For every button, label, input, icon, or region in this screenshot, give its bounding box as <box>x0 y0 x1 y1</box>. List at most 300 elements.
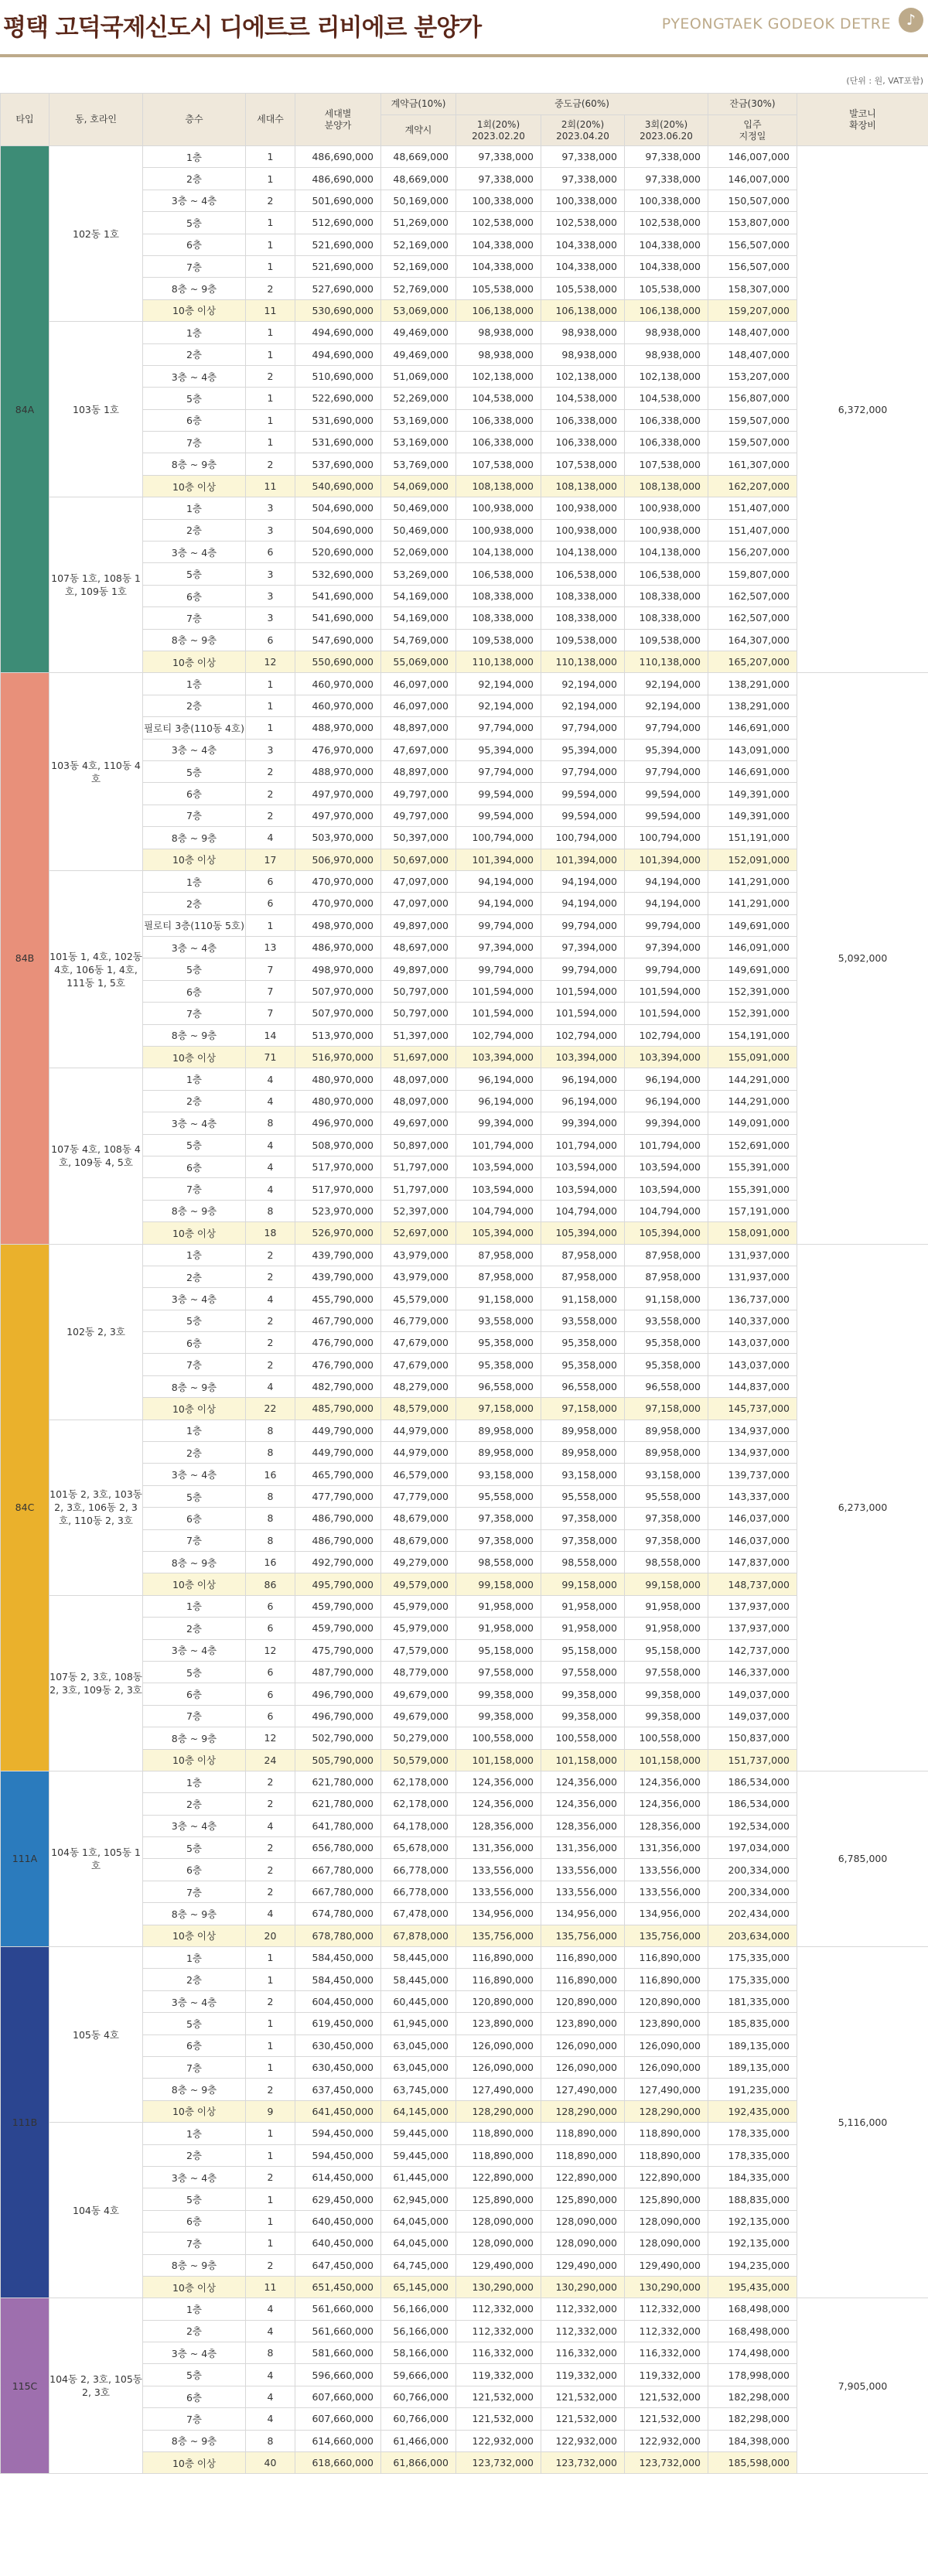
balance-cell: 152,391,000 <box>708 1003 797 1024</box>
table-row <box>1 673 928 695</box>
mid2-cell: 125,890,000 <box>541 2188 625 2210</box>
deposit-cell: 54,169,000 <box>381 585 456 606</box>
mid3-cell: 91,158,000 <box>625 1288 708 1310</box>
mid1-cell: 96,194,000 <box>456 1068 541 1090</box>
balance-cell: 145,737,000 <box>708 1398 797 1420</box>
deposit-cell: 50,469,000 <box>381 519 456 541</box>
mid1-cell: 128,290,000 <box>456 2100 541 2122</box>
balance-cell: 156,507,000 <box>708 255 797 277</box>
households-cell: 4 <box>246 1134 295 1156</box>
mid2-cell: 99,358,000 <box>541 1683 625 1705</box>
households-cell: 4 <box>246 1090 295 1112</box>
mid2-cell: 129,490,000 <box>541 2254 625 2276</box>
mid1-cell: 118,890,000 <box>456 2123 541 2144</box>
floor-cell: 1층 <box>143 1068 246 1090</box>
households-cell: 16 <box>246 1552 295 1573</box>
balance-cell: 200,334,000 <box>708 1859 797 1881</box>
col-mid1: 1회(20%) 2023.02.20 <box>456 115 541 146</box>
price-cell: 521,690,000 <box>295 234 381 255</box>
price-cell: 647,450,000 <box>295 2254 381 2276</box>
balance-cell: 141,291,000 <box>708 893 797 914</box>
mid2-cell: 103,594,000 <box>541 1178 625 1200</box>
deposit-cell: 58,445,000 <box>381 1969 456 1990</box>
balance-cell: 159,507,000 <box>708 432 797 453</box>
price-cell: 641,780,000 <box>295 1815 381 1836</box>
deposit-cell: 49,797,000 <box>381 805 456 826</box>
deposit-cell: 48,097,000 <box>381 1068 456 1090</box>
mid2-cell: 130,290,000 <box>541 2276 625 2298</box>
mid3-cell: 122,932,000 <box>625 2430 708 2451</box>
households-cell: 4 <box>246 1178 295 1200</box>
mid1-cell: 99,594,000 <box>456 783 541 805</box>
balance-cell: 131,937,000 <box>708 1266 797 1287</box>
deposit-cell: 61,445,000 <box>381 2166 456 2188</box>
mid3-cell: 128,356,000 <box>625 1815 708 1836</box>
price-cell: 614,450,000 <box>295 2166 381 2188</box>
deposit-cell: 49,679,000 <box>381 1705 456 1727</box>
balance-cell: 146,007,000 <box>708 146 797 168</box>
mid3-cell: 99,358,000 <box>625 1705 708 1727</box>
deposit-cell: 60,766,000 <box>381 2386 456 2407</box>
households-cell: 11 <box>246 299 295 321</box>
mid2-cell: 105,538,000 <box>541 278 625 299</box>
page-title: 평택 고덕국제신도시 디에트르 리비에르 분양가 <box>3 14 482 42</box>
deposit-cell: 63,045,000 <box>381 2056 456 2078</box>
deposit-cell: 64,745,000 <box>381 2254 456 2276</box>
floor-cell: 3층 ~ 4층 <box>143 2166 246 2188</box>
price-cell: 465,790,000 <box>295 1464 381 1485</box>
mid3-cell: 95,358,000 <box>625 1332 708 1354</box>
floor-cell: 8층 ~ 9층 <box>143 2254 246 2276</box>
deposit-cell: 48,669,000 <box>381 168 456 190</box>
price-cell: 508,970,000 <box>295 1134 381 1156</box>
mid1-cell: 116,332,000 <box>456 2342 541 2364</box>
price-cell: 498,970,000 <box>295 914 381 936</box>
mid2-cell: 104,138,000 <box>541 542 625 563</box>
group-cell: 104동 2, 3호, 105동 2, 3호 <box>49 2298 143 2474</box>
price-cell: 459,790,000 <box>295 1618 381 1639</box>
mid2-cell: 93,558,000 <box>541 1310 625 1331</box>
mid2-cell: 95,158,000 <box>541 1639 625 1661</box>
deposit-cell: 59,445,000 <box>381 2144 456 2166</box>
balance-cell: 156,807,000 <box>708 388 797 409</box>
mid2-cell: 109,538,000 <box>541 629 625 651</box>
deposit-cell: 47,097,000 <box>381 870 456 892</box>
price-cell: 614,660,000 <box>295 2430 381 2451</box>
floor-cell: 7층 <box>143 1705 246 1727</box>
deposit-cell: 45,979,000 <box>381 1595 456 1617</box>
mid1-cell: 127,490,000 <box>456 2079 541 2100</box>
balance-cell: 189,135,000 <box>708 2034 797 2056</box>
price-cell: 530,690,000 <box>295 299 381 321</box>
mid2-cell: 120,890,000 <box>541 1990 625 2012</box>
floor-cell: 5층 <box>143 212 246 234</box>
floor-cell: 7층 <box>143 255 246 277</box>
mid2-cell: 95,358,000 <box>541 1354 625 1375</box>
balance-cell: 137,937,000 <box>708 1618 797 1639</box>
mid2-cell: 100,794,000 <box>541 827 625 849</box>
balance-cell: 175,335,000 <box>708 1969 797 1990</box>
households-cell: 1 <box>246 322 295 343</box>
mid1-cell: 103,394,000 <box>456 1047 541 1068</box>
mid3-cell: 100,558,000 <box>625 1727 708 1749</box>
balance-cell: 149,037,000 <box>708 1683 797 1705</box>
mid3-cell: 97,358,000 <box>625 1508 708 1529</box>
mid2-cell: 99,794,000 <box>541 958 625 980</box>
mid1-cell: 122,890,000 <box>456 2166 541 2188</box>
mid3-cell: 108,138,000 <box>625 475 708 497</box>
balance-cell: 168,498,000 <box>708 2298 797 2320</box>
mid2-cell: 104,538,000 <box>541 388 625 409</box>
balance-cell: 192,135,000 <box>708 2210 797 2232</box>
balance-cell: 202,434,000 <box>708 1903 797 1925</box>
mid2-cell: 94,194,000 <box>541 870 625 892</box>
deposit-cell: 46,779,000 <box>381 1310 456 1331</box>
deposit-cell: 64,045,000 <box>381 2210 456 2232</box>
households-cell: 2 <box>246 1771 295 1792</box>
mid1-cell: 91,158,000 <box>456 1288 541 1310</box>
mid2-cell: 116,890,000 <box>541 1969 625 1990</box>
floor-cell: 8층 ~ 9층 <box>143 1727 246 1749</box>
price-cell: 486,690,000 <box>295 168 381 190</box>
type-cell: 111A <box>1 1771 49 1946</box>
mid3-cell: 96,194,000 <box>625 1068 708 1090</box>
floor-cell: 6층 <box>143 2210 246 2232</box>
mid3-cell: 104,338,000 <box>625 255 708 277</box>
price-cell: 520,690,000 <box>295 542 381 563</box>
mid3-cell: 104,138,000 <box>625 542 708 563</box>
households-cell: 8 <box>246 1420 295 1441</box>
balance-cell: 142,737,000 <box>708 1639 797 1661</box>
floor-cell: 6층 <box>143 1859 246 1881</box>
deposit-cell: 51,069,000 <box>381 365 456 387</box>
floor-cell: 10층 이상 <box>143 1925 246 1946</box>
mid3-cell: 104,794,000 <box>625 1200 708 1221</box>
mid1-cell: 89,958,000 <box>456 1420 541 1441</box>
deposit-cell: 54,169,000 <box>381 607 456 629</box>
group-cell: 102동 1호 <box>49 146 143 322</box>
households-cell: 1 <box>246 2013 295 2034</box>
deposit-cell: 48,679,000 <box>381 1508 456 1529</box>
households-cell: 3 <box>246 497 295 519</box>
mid2-cell: 124,356,000 <box>541 1793 625 1815</box>
deposit-cell: 48,679,000 <box>381 1529 456 1551</box>
table-row <box>1 2123 928 2144</box>
mid3-cell: 135,756,000 <box>625 1925 708 1946</box>
col-floor: 층수 <box>143 94 246 146</box>
floor-cell: 2층 <box>143 1969 246 1990</box>
price-cell: 488,970,000 <box>295 760 381 782</box>
deposit-cell: 47,697,000 <box>381 739 456 760</box>
mid2-cell: 99,394,000 <box>541 1112 625 1134</box>
mid2-cell: 98,938,000 <box>541 343 625 365</box>
mid1-cell: 89,958,000 <box>456 1442 541 1464</box>
price-cell: 651,450,000 <box>295 2276 381 2298</box>
mid2-cell: 97,794,000 <box>541 717 625 739</box>
balance-cell: 139,737,000 <box>708 1464 797 1485</box>
mid1-cell: 97,358,000 <box>456 1508 541 1529</box>
mid2-cell: 91,958,000 <box>541 1618 625 1639</box>
mid1-cell: 116,890,000 <box>456 1969 541 1990</box>
floor-cell: 2층 <box>143 1090 246 1112</box>
deposit-cell: 49,279,000 <box>381 1552 456 1573</box>
price-cell: 476,790,000 <box>295 1354 381 1375</box>
type-cell: 115C <box>1 2298 49 2474</box>
mid2-cell: 102,794,000 <box>541 1024 625 1046</box>
mid3-cell: 95,358,000 <box>625 1354 708 1375</box>
mid2-cell: 127,490,000 <box>541 2079 625 2100</box>
table-row <box>1 146 928 168</box>
mid3-cell: 99,394,000 <box>625 1112 708 1134</box>
mid2-cell: 123,890,000 <box>541 2013 625 2034</box>
deposit-cell: 50,579,000 <box>381 1749 456 1771</box>
price-table <box>0 93 928 2474</box>
mid1-cell: 95,358,000 <box>456 1332 541 1354</box>
mid3-cell: 112,332,000 <box>625 2320 708 2342</box>
price-cell: 507,970,000 <box>295 1003 381 1024</box>
price-cell: 505,790,000 <box>295 1749 381 1771</box>
households-cell: 8 <box>246 2430 295 2451</box>
floor-cell: 필로티 3층(110동 4호) <box>143 717 246 739</box>
price-cell: 526,970,000 <box>295 1222 381 1244</box>
floor-cell: 8층 ~ 9층 <box>143 2430 246 2451</box>
floor-cell: 5층 <box>143 1310 246 1331</box>
mid3-cell: 97,558,000 <box>625 1661 708 1683</box>
mid3-cell: 106,538,000 <box>625 563 708 585</box>
deposit-cell: 56,166,000 <box>381 2320 456 2342</box>
col-type: 타입 <box>1 94 49 146</box>
mid2-cell: 122,890,000 <box>541 2166 625 2188</box>
price-cell: 531,690,000 <box>295 409 381 431</box>
mid2-cell: 122,932,000 <box>541 2430 625 2451</box>
col-deposit-sub: 계약시 <box>381 115 456 146</box>
group-cell: 101동 2, 3호, 103동 2, 3호, 106동 2, 3호, 110동 2, 3호 <box>49 1420 143 1595</box>
floor-cell: 1층 <box>143 1244 246 1266</box>
deposit-cell: 47,679,000 <box>381 1332 456 1354</box>
mid3-cell: 99,358,000 <box>625 1683 708 1705</box>
households-cell: 6 <box>246 1595 295 1617</box>
floor-cell: 1층 <box>143 2298 246 2320</box>
mid1-cell: 128,356,000 <box>456 1815 541 1836</box>
mid2-cell: 100,938,000 <box>541 497 625 519</box>
mid1-cell: 112,332,000 <box>456 2320 541 2342</box>
mid2-cell: 96,558,000 <box>541 1375 625 1397</box>
mid1-cell: 92,194,000 <box>456 695 541 716</box>
group-cell: 107동 2, 3호, 108동 2, 3호, 109동 2, 3호 <box>49 1595 143 1771</box>
households-cell: 1 <box>246 168 295 190</box>
floor-cell: 7층 <box>143 432 246 453</box>
mid1-cell: 129,490,000 <box>456 2254 541 2276</box>
balance-cell: 149,391,000 <box>708 783 797 805</box>
mid3-cell: 128,090,000 <box>625 2233 708 2254</box>
mid2-cell: 124,356,000 <box>541 1771 625 1792</box>
group-cell: 105동 4호 <box>49 1947 143 2123</box>
mid3-cell: 99,158,000 <box>625 1573 708 1595</box>
mid3-cell: 134,956,000 <box>625 1903 708 1925</box>
mid3-cell: 98,938,000 <box>625 322 708 343</box>
price-cell: 512,690,000 <box>295 212 381 234</box>
mid2-cell: 100,938,000 <box>541 519 625 541</box>
balance-cell: 146,691,000 <box>708 760 797 782</box>
floor-cell: 3층 ~ 4층 <box>143 937 246 958</box>
balance-cell: 146,091,000 <box>708 937 797 958</box>
households-cell: 6 <box>246 542 295 563</box>
mid2-cell: 131,356,000 <box>541 1837 625 1859</box>
mid1-cell: 121,532,000 <box>456 2408 541 2430</box>
mid3-cell: 99,794,000 <box>625 958 708 980</box>
balance-cell: 157,191,000 <box>708 1200 797 1221</box>
households-cell: 1 <box>246 1969 295 1990</box>
balcony-cell: 6,273,000 <box>797 1244 928 1771</box>
mid1-cell: 99,394,000 <box>456 1112 541 1134</box>
mid1-cell: 125,890,000 <box>456 2188 541 2210</box>
balance-cell: 153,807,000 <box>708 212 797 234</box>
households-cell: 2 <box>246 2166 295 2188</box>
deposit-cell: 52,169,000 <box>381 234 456 255</box>
price-cell: 667,780,000 <box>295 1881 381 1902</box>
mid1-cell: 131,356,000 <box>456 1837 541 1859</box>
mid2-cell: 101,594,000 <box>541 1003 625 1024</box>
floor-cell: 8층 ~ 9층 <box>143 1552 246 1573</box>
households-cell: 16 <box>246 1464 295 1485</box>
mid1-cell: 101,794,000 <box>456 1134 541 1156</box>
floor-cell: 3층 ~ 4층 <box>143 1288 246 1310</box>
mid3-cell: 124,356,000 <box>625 1793 708 1815</box>
balance-cell: 185,598,000 <box>708 2452 797 2474</box>
price-cell: 496,970,000 <box>295 1112 381 1134</box>
balance-cell: 161,307,000 <box>708 453 797 475</box>
mid3-cell: 100,338,000 <box>625 190 708 211</box>
floor-cell: 3층 ~ 4층 <box>143 1112 246 1134</box>
mid3-cell: 97,158,000 <box>625 1398 708 1420</box>
deposit-cell: 52,069,000 <box>381 542 456 563</box>
households-cell: 14 <box>246 1024 295 1046</box>
group-cell: 104동 1호, 105동 1호 <box>49 1771 143 1946</box>
floor-cell: 3층 ~ 4층 <box>143 1464 246 1485</box>
price-cell: 501,690,000 <box>295 190 381 211</box>
floor-cell: 1층 <box>143 1947 246 1969</box>
floor-cell: 5층 <box>143 1661 246 1683</box>
balance-cell: 184,335,000 <box>708 2166 797 2188</box>
floor-cell: 6층 <box>143 2034 246 2056</box>
balance-cell: 162,507,000 <box>708 607 797 629</box>
mid3-cell: 101,594,000 <box>625 1003 708 1024</box>
price-cell: 486,790,000 <box>295 1508 381 1529</box>
balance-cell: 188,835,000 <box>708 2188 797 2210</box>
mid2-cell: 97,358,000 <box>541 1529 625 1551</box>
deposit-cell: 51,269,000 <box>381 212 456 234</box>
mid3-cell: 102,794,000 <box>625 1024 708 1046</box>
households-cell: 2 <box>246 1793 295 1815</box>
floor-cell: 1층 <box>143 2123 246 2144</box>
mid3-cell: 131,356,000 <box>625 1837 708 1859</box>
price-cell: 502,790,000 <box>295 1727 381 1749</box>
floor-cell: 10층 이상 <box>143 1749 246 1771</box>
price-cell: 460,970,000 <box>295 673 381 695</box>
mid2-cell: 121,532,000 <box>541 2408 625 2430</box>
deposit-cell: 47,679,000 <box>381 1354 456 1375</box>
price-cell: 494,690,000 <box>295 343 381 365</box>
households-cell: 1 <box>246 2210 295 2232</box>
deposit-cell: 51,697,000 <box>381 1047 456 1068</box>
deposit-cell: 52,397,000 <box>381 1200 456 1221</box>
households-cell: 1 <box>246 2233 295 2254</box>
deposit-cell: 50,797,000 <box>381 980 456 1002</box>
price-cell: 637,450,000 <box>295 2079 381 2100</box>
balance-cell: 178,335,000 <box>708 2144 797 2166</box>
floor-cell: 2층 <box>143 2320 246 2342</box>
households-cell: 8 <box>246 2342 295 2364</box>
households-cell: 17 <box>246 849 295 870</box>
floor-cell: 3층 ~ 4층 <box>143 365 246 387</box>
mid1-cell: 99,358,000 <box>456 1705 541 1727</box>
price-cell: 619,450,000 <box>295 2013 381 2034</box>
mid3-cell: 108,338,000 <box>625 585 708 606</box>
group-cell: 101동 1, 4호, 102동 4호, 106동 1, 4호, 111동 1, 5호 <box>49 870 143 1068</box>
balance-cell: 146,037,000 <box>708 1529 797 1551</box>
balance-cell: 182,298,000 <box>708 2408 797 2430</box>
mid1-cell: 97,158,000 <box>456 1398 541 1420</box>
households-cell: 12 <box>246 651 295 672</box>
mid1-cell: 105,394,000 <box>456 1222 541 1244</box>
balance-cell: 146,337,000 <box>708 1661 797 1683</box>
balance-cell: 175,335,000 <box>708 1947 797 1969</box>
floor-cell: 10층 이상 <box>143 651 246 672</box>
households-cell: 20 <box>246 1925 295 1946</box>
households-cell: 4 <box>246 2408 295 2430</box>
households-cell: 2 <box>246 365 295 387</box>
deposit-cell: 50,397,000 <box>381 827 456 849</box>
mid2-cell: 87,958,000 <box>541 1266 625 1287</box>
mid2-cell: 97,338,000 <box>541 146 625 168</box>
mid3-cell: 97,394,000 <box>625 937 708 958</box>
households-cell: 22 <box>246 1398 295 1420</box>
floor-cell: 8층 ~ 9층 <box>143 1200 246 1221</box>
households-cell: 6 <box>246 893 295 914</box>
households-cell: 6 <box>246 870 295 892</box>
mid1-cell: 101,158,000 <box>456 1749 541 1771</box>
floor-cell: 6층 <box>143 234 246 255</box>
households-cell: 2 <box>246 1332 295 1354</box>
floor-cell: 10층 이상 <box>143 1398 246 1420</box>
households-cell: 1 <box>246 717 295 739</box>
price-cell: 439,790,000 <box>295 1266 381 1287</box>
price-cell: 475,790,000 <box>295 1639 381 1661</box>
balance-cell: 150,507,000 <box>708 190 797 211</box>
balance-cell: 159,807,000 <box>708 563 797 585</box>
mid2-cell: 97,338,000 <box>541 168 625 190</box>
mid1-cell: 100,938,000 <box>456 497 541 519</box>
households-cell: 4 <box>246 1375 295 1397</box>
deposit-cell: 61,866,000 <box>381 2452 456 2474</box>
deposit-cell: 48,897,000 <box>381 717 456 739</box>
price-cell: 486,970,000 <box>295 937 381 958</box>
households-cell: 11 <box>246 2276 295 2298</box>
mid1-cell: 93,158,000 <box>456 1464 541 1485</box>
floor-cell: 6층 <box>143 585 246 606</box>
mid1-cell: 87,958,000 <box>456 1244 541 1266</box>
floor-cell: 8층 ~ 9층 <box>143 1903 246 1925</box>
mid2-cell: 96,194,000 <box>541 1068 625 1090</box>
floor-cell: 3층 ~ 4층 <box>143 739 246 760</box>
price-cell: 561,660,000 <box>295 2320 381 2342</box>
households-cell: 2 <box>246 1881 295 1902</box>
mid2-cell: 108,338,000 <box>541 607 625 629</box>
mid2-cell: 95,358,000 <box>541 1332 625 1354</box>
mid1-cell: 96,558,000 <box>456 1375 541 1397</box>
floor-cell: 7층 <box>143 1003 246 1024</box>
mid3-cell: 100,794,000 <box>625 827 708 849</box>
